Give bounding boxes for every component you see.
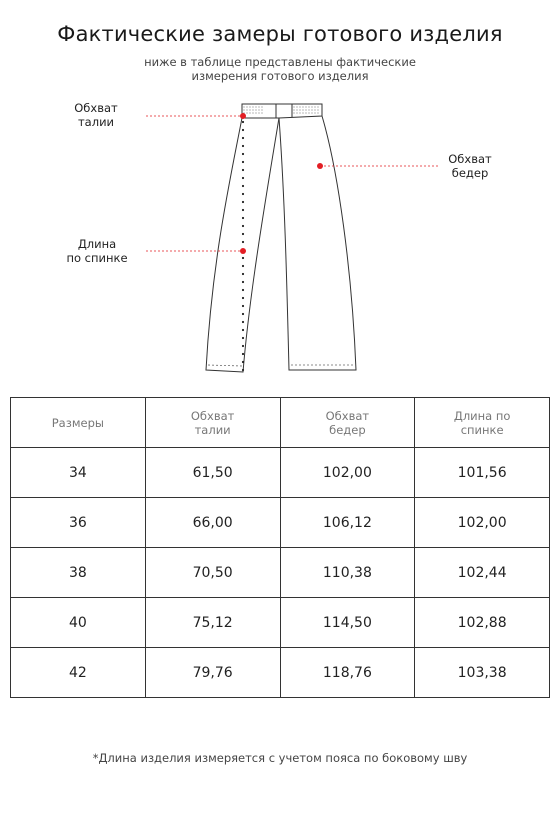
seam-dot: [242, 137, 244, 139]
band-stitch-dot: [296, 112, 297, 113]
band-stitch-dot: [293, 109, 294, 110]
callout-line: Обхват: [74, 101, 118, 115]
seam-dot: [242, 217, 244, 219]
cell-waist: 75,12: [145, 598, 280, 648]
header-waist: [145, 398, 280, 448]
callout-line: по спинке: [66, 251, 128, 265]
band-stitch-dot: [302, 106, 303, 107]
header-line: Обхват: [190, 408, 235, 423]
band-stitch-dot: [314, 112, 315, 113]
seam-dot: [242, 233, 244, 235]
band-stitch-dot: [261, 109, 262, 110]
seam-dot: [242, 185, 244, 187]
seam-dot: [242, 321, 244, 323]
callout-line: талии: [77, 115, 115, 129]
band-stitch-dot: [299, 112, 300, 113]
length-callout: [54, 237, 140, 265]
cell-length: 103,38: [415, 648, 550, 698]
seam-dot: [242, 305, 244, 307]
page-title: Фактические замеры готового изделия: [57, 22, 503, 46]
band-stitch-dot: [261, 106, 262, 107]
cell-hip: 118,76: [280, 648, 415, 698]
seam-dot: [242, 289, 244, 291]
header-line: Размеры: [51, 415, 104, 430]
cell-length: 102,88: [415, 598, 550, 648]
table-row: [11, 448, 550, 498]
band-stitch-dot: [311, 109, 312, 110]
seam-dot: [242, 129, 244, 131]
seam-dot: [242, 329, 244, 331]
band-stitch-dot: [258, 112, 259, 113]
seam-dot: [242, 345, 244, 347]
subtitle-line: измерения готового изделия: [191, 69, 369, 83]
cell-length: 101,56: [415, 448, 550, 498]
hem-stitch: [208, 365, 242, 366]
table-header-row: [11, 398, 550, 448]
seam-dot: [242, 121, 244, 123]
header-line: бедер: [329, 422, 366, 437]
band-stitch-dot: [305, 112, 306, 113]
table-row: [11, 498, 550, 548]
seam-dot: [242, 369, 244, 371]
waist-callout: [66, 101, 126, 129]
seam-dot: [242, 161, 244, 163]
cell-hip: 114,50: [280, 598, 415, 648]
band-stitch-dot: [311, 112, 312, 113]
band-stitch-dot: [314, 106, 315, 107]
seam-dot: [242, 273, 244, 275]
band-stitch-dot: [258, 106, 259, 107]
band-stitch-dot: [243, 109, 244, 110]
table-row: [11, 598, 550, 648]
cell-size: 38: [11, 548, 146, 598]
waistband: [242, 104, 322, 118]
band-stitch-dot: [314, 109, 315, 110]
band-stitch-dot: [299, 106, 300, 107]
band-stitch-dot: [305, 109, 306, 110]
callout-line: Длина: [77, 237, 117, 251]
band-stitch-dot: [305, 106, 306, 107]
seam-dot: [242, 313, 244, 315]
header-line: Длина по: [453, 408, 511, 423]
band-stitch-dot: [299, 109, 300, 110]
band-stitch-dot: [246, 112, 247, 113]
length-marker: [240, 248, 246, 254]
size-table: [10, 397, 550, 698]
footnote: *Длина изделия измеряется с учетом пояса по боковому шву: [92, 751, 468, 765]
band-stitch-dot: [317, 109, 318, 110]
right-leg-outline: [279, 116, 356, 370]
hip-callout: [442, 152, 498, 180]
band-stitch-dot: [293, 106, 294, 107]
band-stitch-dot: [255, 112, 256, 113]
seam-dot: [242, 225, 244, 227]
header-size: [11, 398, 146, 448]
cell-size: 42: [11, 648, 146, 698]
seam-dot: [242, 193, 244, 195]
seam-dot: [242, 353, 244, 355]
header-line: талии: [194, 422, 231, 437]
band-stitch-dot: [252, 109, 253, 110]
callout-line: бедер: [451, 166, 489, 180]
seam-dot: [242, 265, 244, 267]
seam-dot: [242, 209, 244, 211]
seam-dot: [242, 361, 244, 363]
seam-dot: [242, 169, 244, 171]
waist-marker: [240, 113, 246, 119]
cell-hip: 102,00: [280, 448, 415, 498]
band-stitch-dot: [296, 106, 297, 107]
cell-hip: 110,38: [280, 548, 415, 598]
band-stitch-dot: [311, 106, 312, 107]
trousers-diagram: [0, 0, 560, 390]
band-stitch-dot: [249, 109, 250, 110]
header-hip: [280, 398, 415, 448]
callout-line: Обхват: [448, 152, 492, 166]
subtitle-line: ниже в таблице представлены фактические: [144, 55, 416, 69]
seam-dot: [242, 257, 244, 259]
band-stitch-dot: [302, 109, 303, 110]
band-stitch-dot: [246, 109, 247, 110]
band-stitch-dot: [261, 112, 262, 113]
seam-dot: [242, 297, 244, 299]
cell-waist: 79,76: [145, 648, 280, 698]
band-stitch-dot: [302, 112, 303, 113]
seam-dot: [242, 153, 244, 155]
table-row: [11, 548, 550, 598]
band-stitch-dot: [252, 112, 253, 113]
seam-dot: [242, 177, 244, 179]
cell-hip: 106,12: [280, 498, 415, 548]
band-stitch-dot: [243, 106, 244, 107]
band-stitch-dot: [317, 112, 318, 113]
header-line: спинке: [460, 422, 504, 437]
seam-dot: [242, 281, 244, 283]
cell-waist: 66,00: [145, 498, 280, 548]
band-stitch-dot: [308, 112, 309, 113]
cell-size: 34: [11, 448, 146, 498]
seam-dot: [242, 241, 244, 243]
band-stitch-dot: [249, 112, 250, 113]
table-row: [11, 648, 550, 698]
header-line: Обхват: [325, 408, 370, 423]
header-length: [415, 398, 550, 448]
band-stitch-dot: [258, 109, 259, 110]
cell-waist: 70,50: [145, 548, 280, 598]
band-stitch-dot: [317, 106, 318, 107]
hip-marker: [317, 163, 323, 169]
seam-dot: [242, 337, 244, 339]
seam-dot: [242, 145, 244, 147]
band-stitch-dot: [308, 109, 309, 110]
cell-size: 36: [11, 498, 146, 548]
length-dotted-line: [242, 121, 244, 371]
cell-waist: 61,50: [145, 448, 280, 498]
band-stitch-dot: [246, 106, 247, 107]
seam-dot: [242, 201, 244, 203]
band-stitch-dot: [308, 106, 309, 107]
cell-length: 102,44: [415, 548, 550, 598]
cell-length: 102,00: [415, 498, 550, 548]
band-stitch-dot: [252, 106, 253, 107]
band-stitch-dot: [296, 109, 297, 110]
band-stitch-dot: [293, 112, 294, 113]
band-stitch-dot: [255, 109, 256, 110]
cell-size: 40: [11, 598, 146, 648]
left-leg-outline: [206, 118, 279, 372]
band-stitch-dot: [255, 106, 256, 107]
waistband-stitching: [243, 106, 318, 113]
band-stitch-dot: [249, 106, 250, 107]
